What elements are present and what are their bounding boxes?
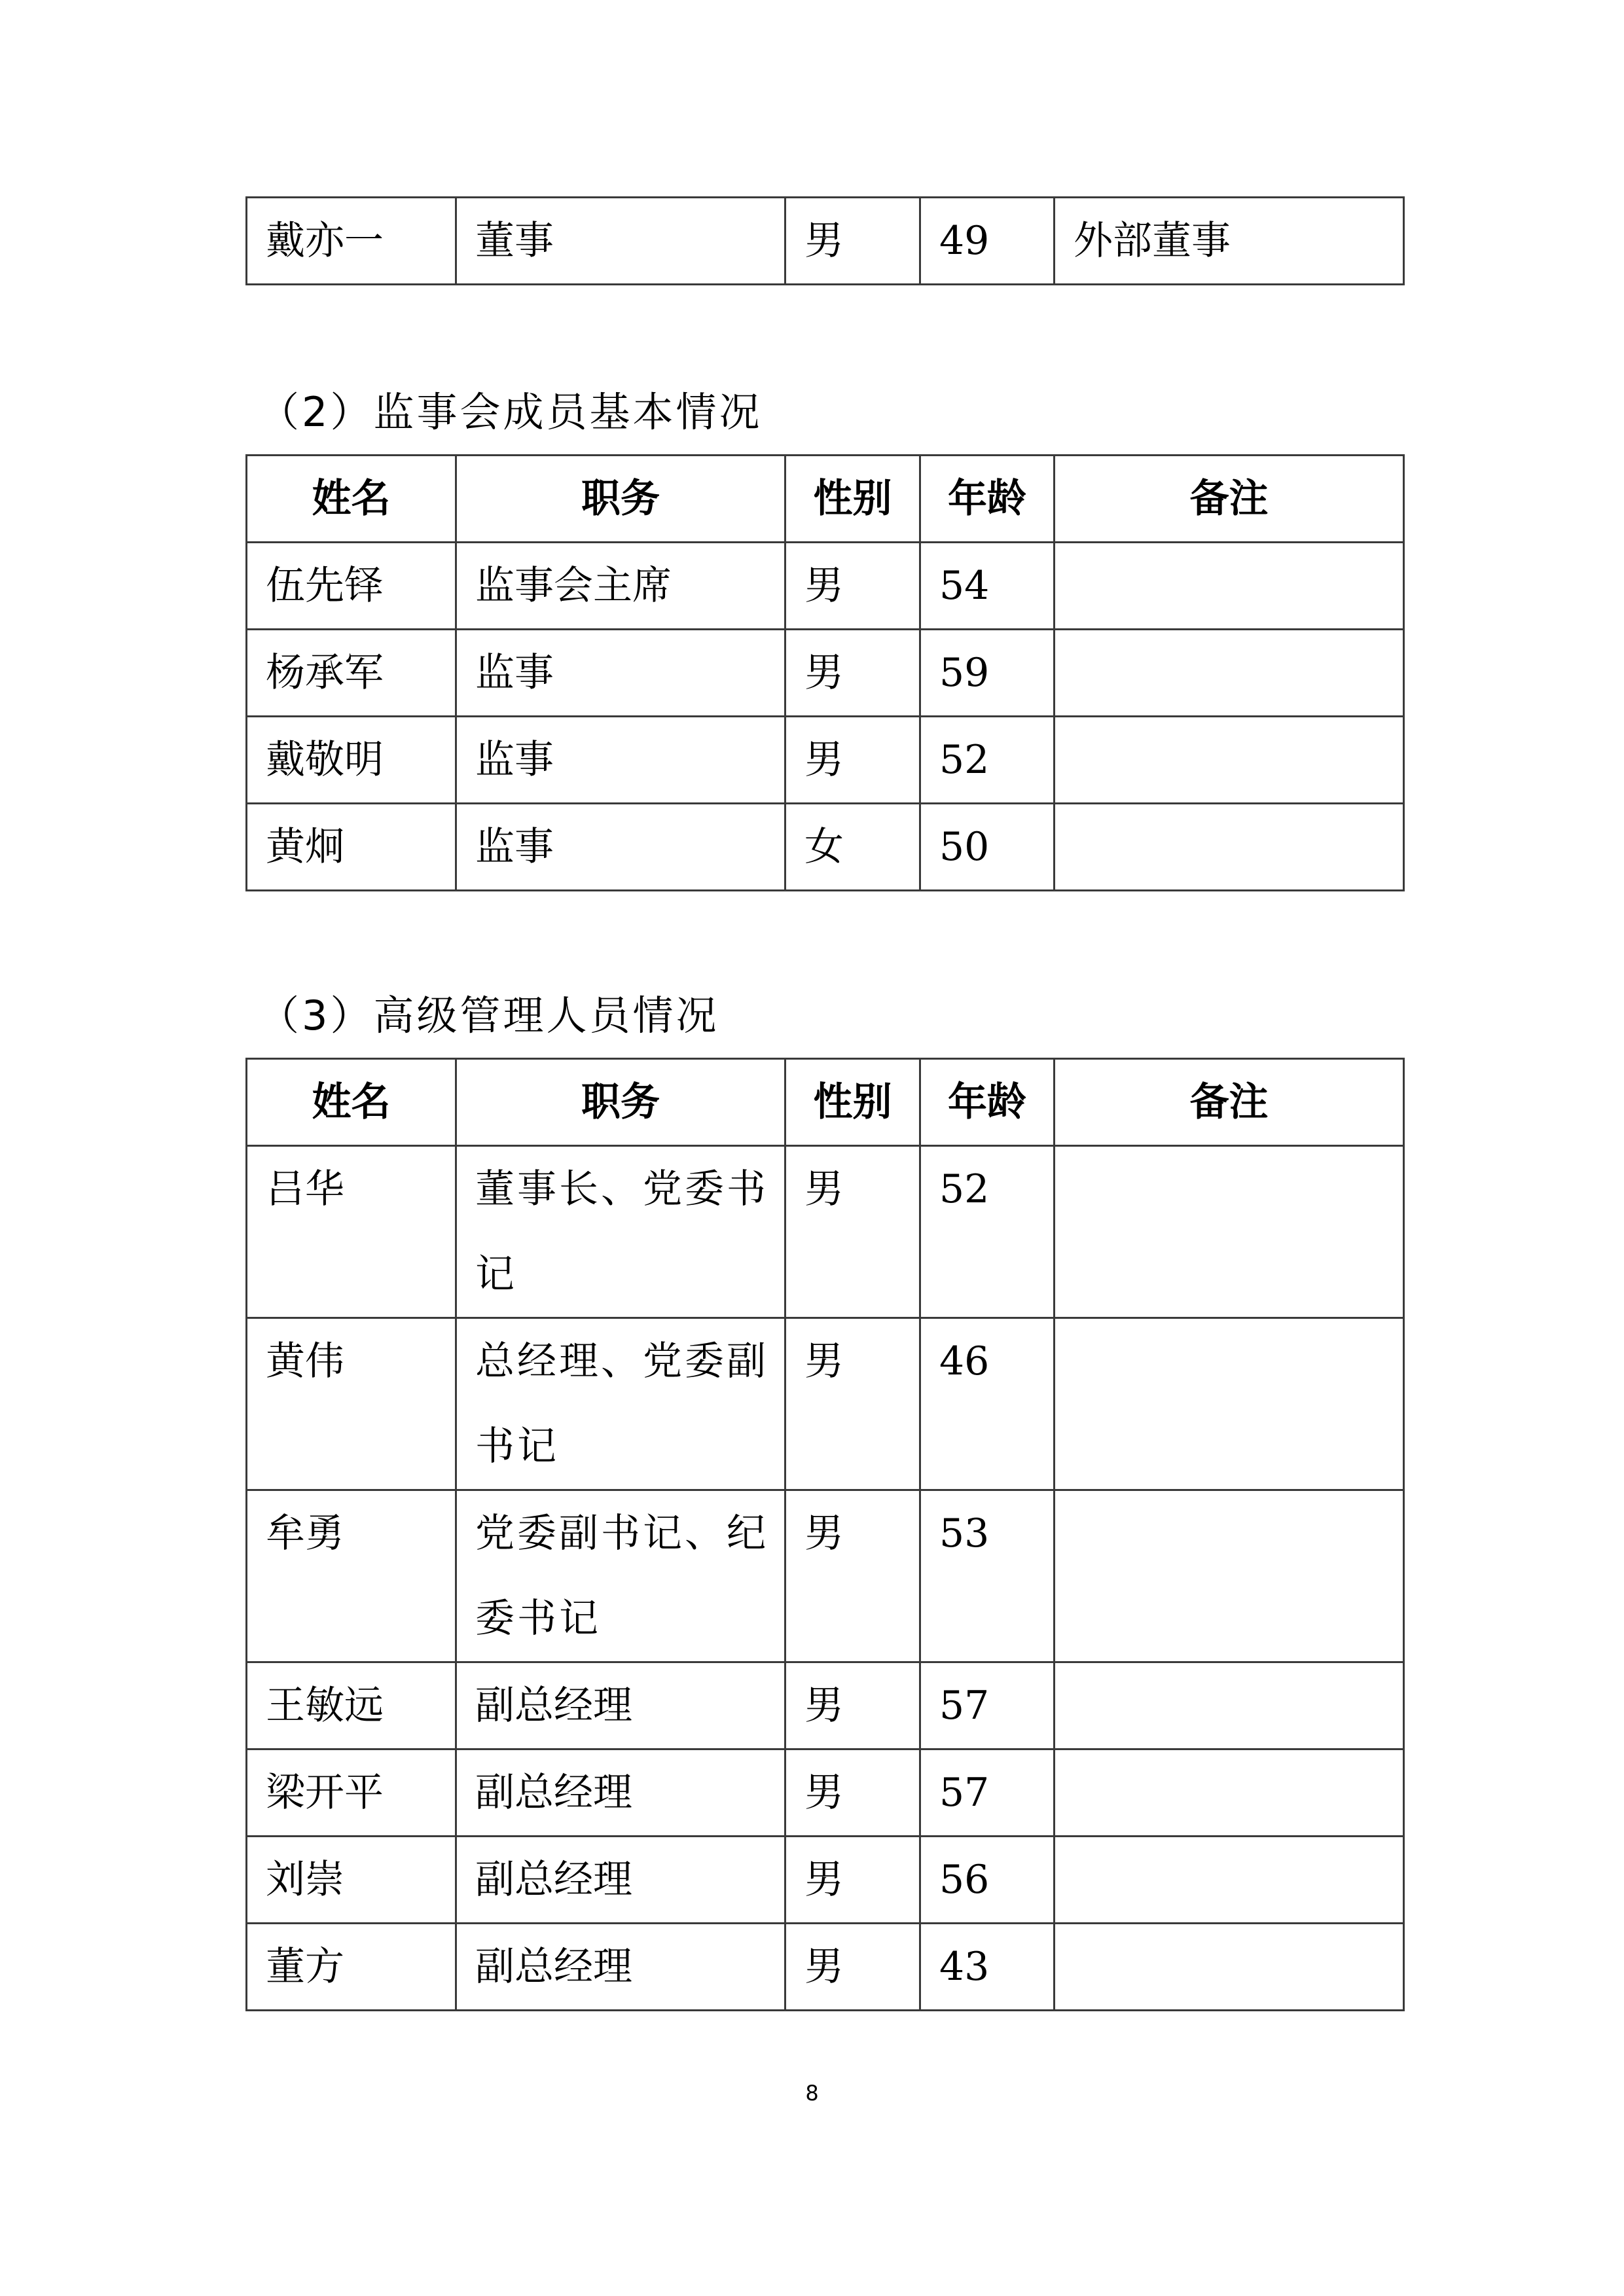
table-row <box>247 630 1404 717</box>
column-header-position: 职务 <box>456 456 785 543</box>
member-remark: 外部董事 <box>1055 198 1404 285</box>
member-gender: 女 <box>785 804 920 891</box>
member-name: 戴敬明 <box>247 717 456 804</box>
member-name: 黄炯 <box>247 804 456 891</box>
table-row <box>247 198 1404 285</box>
member-name: 戴亦一 <box>247 198 456 285</box>
table-header-row <box>247 456 1404 543</box>
member-gender: 男 <box>785 1318 920 1490</box>
member-gender: 男 <box>785 198 920 285</box>
member-name: 杨承军 <box>247 630 456 717</box>
member-age: 50 <box>920 804 1055 891</box>
member-position: 副总经理 <box>456 1924 785 2011</box>
member-position: 监事 <box>456 630 785 717</box>
member-remark <box>1055 1490 1404 1662</box>
member-name: 董方 <box>247 1924 456 2011</box>
member-age: 59 <box>920 630 1055 717</box>
column-header-age: 年龄 <box>920 1059 1055 1146</box>
member-gender: 男 <box>785 1662 920 1749</box>
member-remark <box>1055 1146 1404 1318</box>
table-row <box>247 1924 1404 2011</box>
member-remark <box>1055 1837 1404 1924</box>
member-name: 刘崇 <box>247 1837 456 1924</box>
member-age: 46 <box>920 1318 1055 1490</box>
table-row <box>247 1749 1404 1837</box>
member-gender: 男 <box>785 717 920 804</box>
member-age: 54 <box>920 543 1055 630</box>
column-header-name: 姓名 <box>247 456 456 543</box>
member-position: 党委副书记、纪委书记 <box>456 1490 785 1662</box>
member-position: 监事 <box>456 804 785 891</box>
member-age: 49 <box>920 198 1055 285</box>
board-members-table <box>245 196 1405 285</box>
member-remark <box>1055 804 1404 891</box>
column-header-remark: 备注 <box>1055 456 1404 543</box>
table-row <box>247 1146 1404 1318</box>
table-row <box>247 1318 1404 1490</box>
member-position: 副总经理 <box>456 1662 785 1749</box>
supervisors-table <box>245 454 1405 891</box>
column-header-gender: 性别 <box>785 456 920 543</box>
table-row <box>247 543 1404 630</box>
member-age: 53 <box>920 1490 1055 1662</box>
table-row <box>247 1662 1404 1749</box>
member-remark <box>1055 1749 1404 1837</box>
member-gender: 男 <box>785 630 920 717</box>
table-row <box>247 1837 1404 1924</box>
column-header-remark: 备注 <box>1055 1059 1404 1146</box>
member-position: 总经理、党委副书记 <box>456 1318 785 1490</box>
column-header-position: 职务 <box>456 1059 785 1146</box>
member-gender: 男 <box>785 543 920 630</box>
member-remark <box>1055 1662 1404 1749</box>
column-header-name: 姓名 <box>247 1059 456 1146</box>
table-header-row <box>247 1059 1404 1146</box>
member-gender: 男 <box>785 1749 920 1837</box>
table-row <box>247 804 1404 891</box>
member-remark <box>1055 717 1404 804</box>
member-remark <box>1055 630 1404 717</box>
management-table <box>245 1058 1405 2011</box>
member-position: 副总经理 <box>456 1749 785 1837</box>
member-gender: 男 <box>785 1146 920 1318</box>
member-name: 牟勇 <box>247 1490 456 1662</box>
member-name: 梁开平 <box>247 1749 456 1837</box>
member-position: 监事 <box>456 717 785 804</box>
member-name: 吕华 <box>247 1146 456 1318</box>
member-name: 伍先铎 <box>247 543 456 630</box>
member-age: 57 <box>920 1749 1055 1837</box>
table-row <box>247 717 1404 804</box>
member-name: 黄伟 <box>247 1318 456 1490</box>
member-age: 56 <box>920 1837 1055 1924</box>
member-position: 董事长、党委书记 <box>456 1146 785 1318</box>
member-gender: 男 <box>785 1490 920 1662</box>
member-position: 副总经理 <box>456 1837 785 1924</box>
member-position: 监事会主席 <box>456 543 785 630</box>
management-heading: （3）高级管理人员情况 <box>259 992 719 1039</box>
member-remark <box>1055 1318 1404 1490</box>
member-name: 王敏远 <box>247 1662 456 1749</box>
member-remark <box>1055 1924 1404 2011</box>
member-age: 52 <box>920 717 1055 804</box>
column-header-gender: 性别 <box>785 1059 920 1146</box>
page-number: 8 <box>805 2081 819 2106</box>
member-age: 43 <box>920 1924 1055 2011</box>
supervisors-heading: （2）监事会成员基本情况 <box>259 388 763 436</box>
member-age: 52 <box>920 1146 1055 1318</box>
column-header-age: 年龄 <box>920 456 1055 543</box>
table-row <box>247 1490 1404 1662</box>
member-gender: 男 <box>785 1924 920 2011</box>
member-age: 57 <box>920 1662 1055 1749</box>
member-gender: 男 <box>785 1837 920 1924</box>
member-remark <box>1055 543 1404 630</box>
member-position: 董事 <box>456 198 785 285</box>
